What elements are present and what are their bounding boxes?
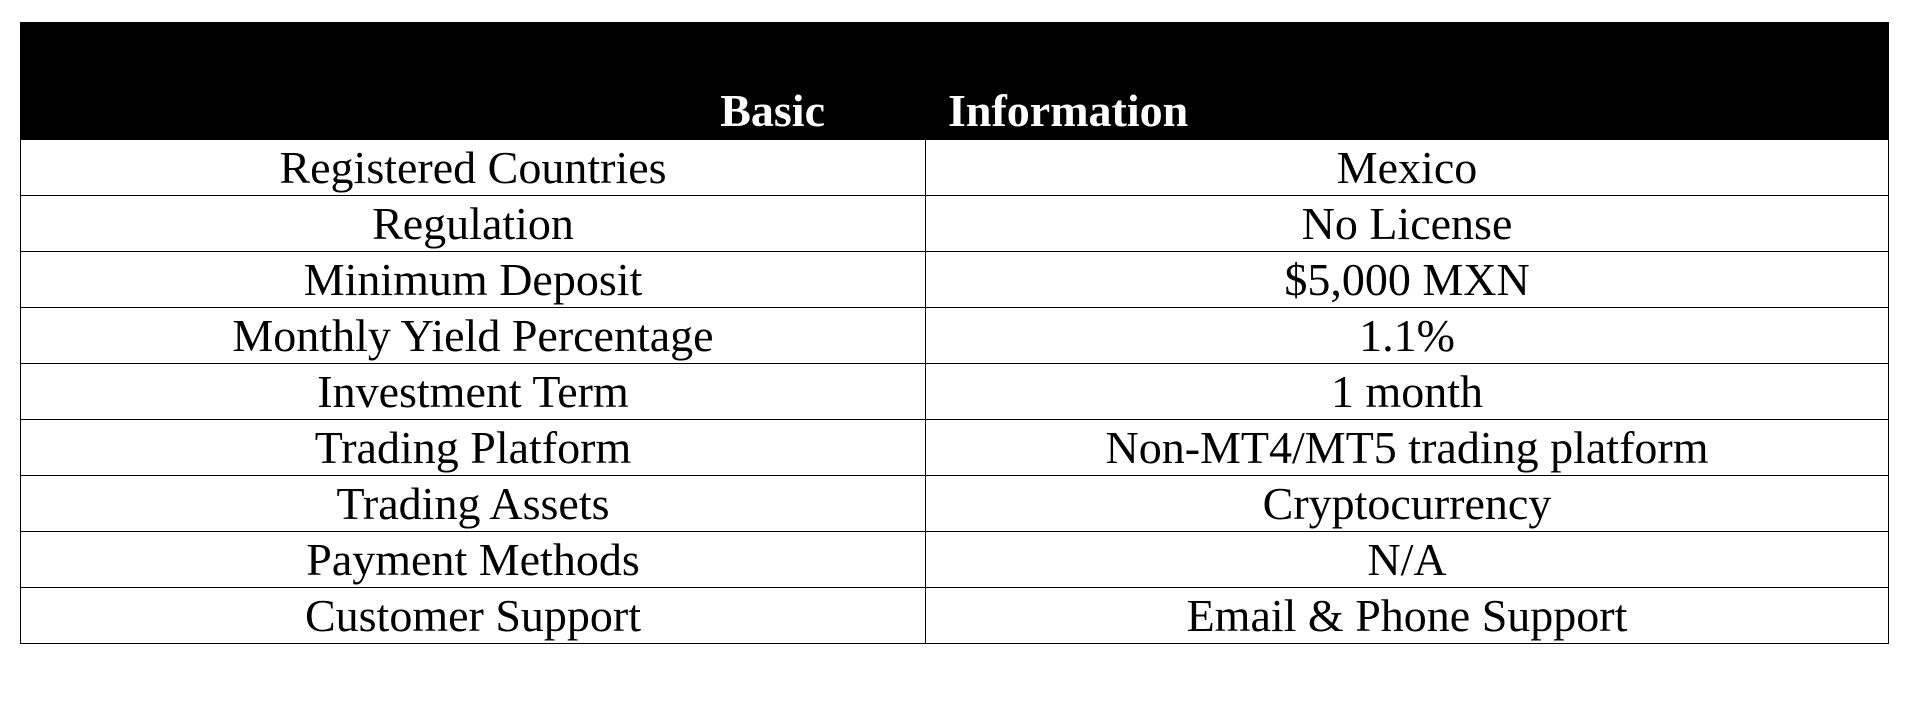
table-header-row xyxy=(21,23,1889,140)
header-cell-information: Information xyxy=(926,23,1889,140)
row-label: Trading Assets xyxy=(21,476,926,532)
table-row-customer-support xyxy=(21,588,1889,644)
table-row-monthly-yield xyxy=(21,308,1889,364)
row-value: N/A xyxy=(926,532,1889,588)
table-row-trading-assets xyxy=(21,476,1889,532)
row-label: Investment Term xyxy=(21,364,926,420)
basic-information-table xyxy=(20,22,1889,644)
table-row-regulation xyxy=(21,196,1889,252)
row-label: Registered Countries xyxy=(21,140,926,196)
row-value: Non-MT4/MT5 trading platform xyxy=(926,420,1889,476)
row-value: $5,000 MXN xyxy=(926,252,1889,308)
row-value: 1 month xyxy=(926,364,1889,420)
header-cell-basic: Basic xyxy=(21,23,926,140)
row-label: Customer Support xyxy=(21,588,926,644)
row-label: Payment Methods xyxy=(21,532,926,588)
row-label: Monthly Yield Percentage xyxy=(21,308,926,364)
table-row-trading-platform xyxy=(21,420,1889,476)
row-label: Minimum Deposit xyxy=(21,252,926,308)
row-value: 1.1% xyxy=(926,308,1889,364)
row-label: Regulation xyxy=(21,196,926,252)
table-row-investment-term xyxy=(21,364,1889,420)
table-row-registered-countries xyxy=(21,140,1889,196)
row-value: Cryptocurrency xyxy=(926,476,1889,532)
row-label: Trading Platform xyxy=(21,420,926,476)
row-value: Mexico xyxy=(926,140,1889,196)
table-row-payment-methods xyxy=(21,532,1889,588)
row-value: No License xyxy=(926,196,1889,252)
row-value: Email & Phone Support xyxy=(926,588,1889,644)
table-row-minimum-deposit xyxy=(21,252,1889,308)
